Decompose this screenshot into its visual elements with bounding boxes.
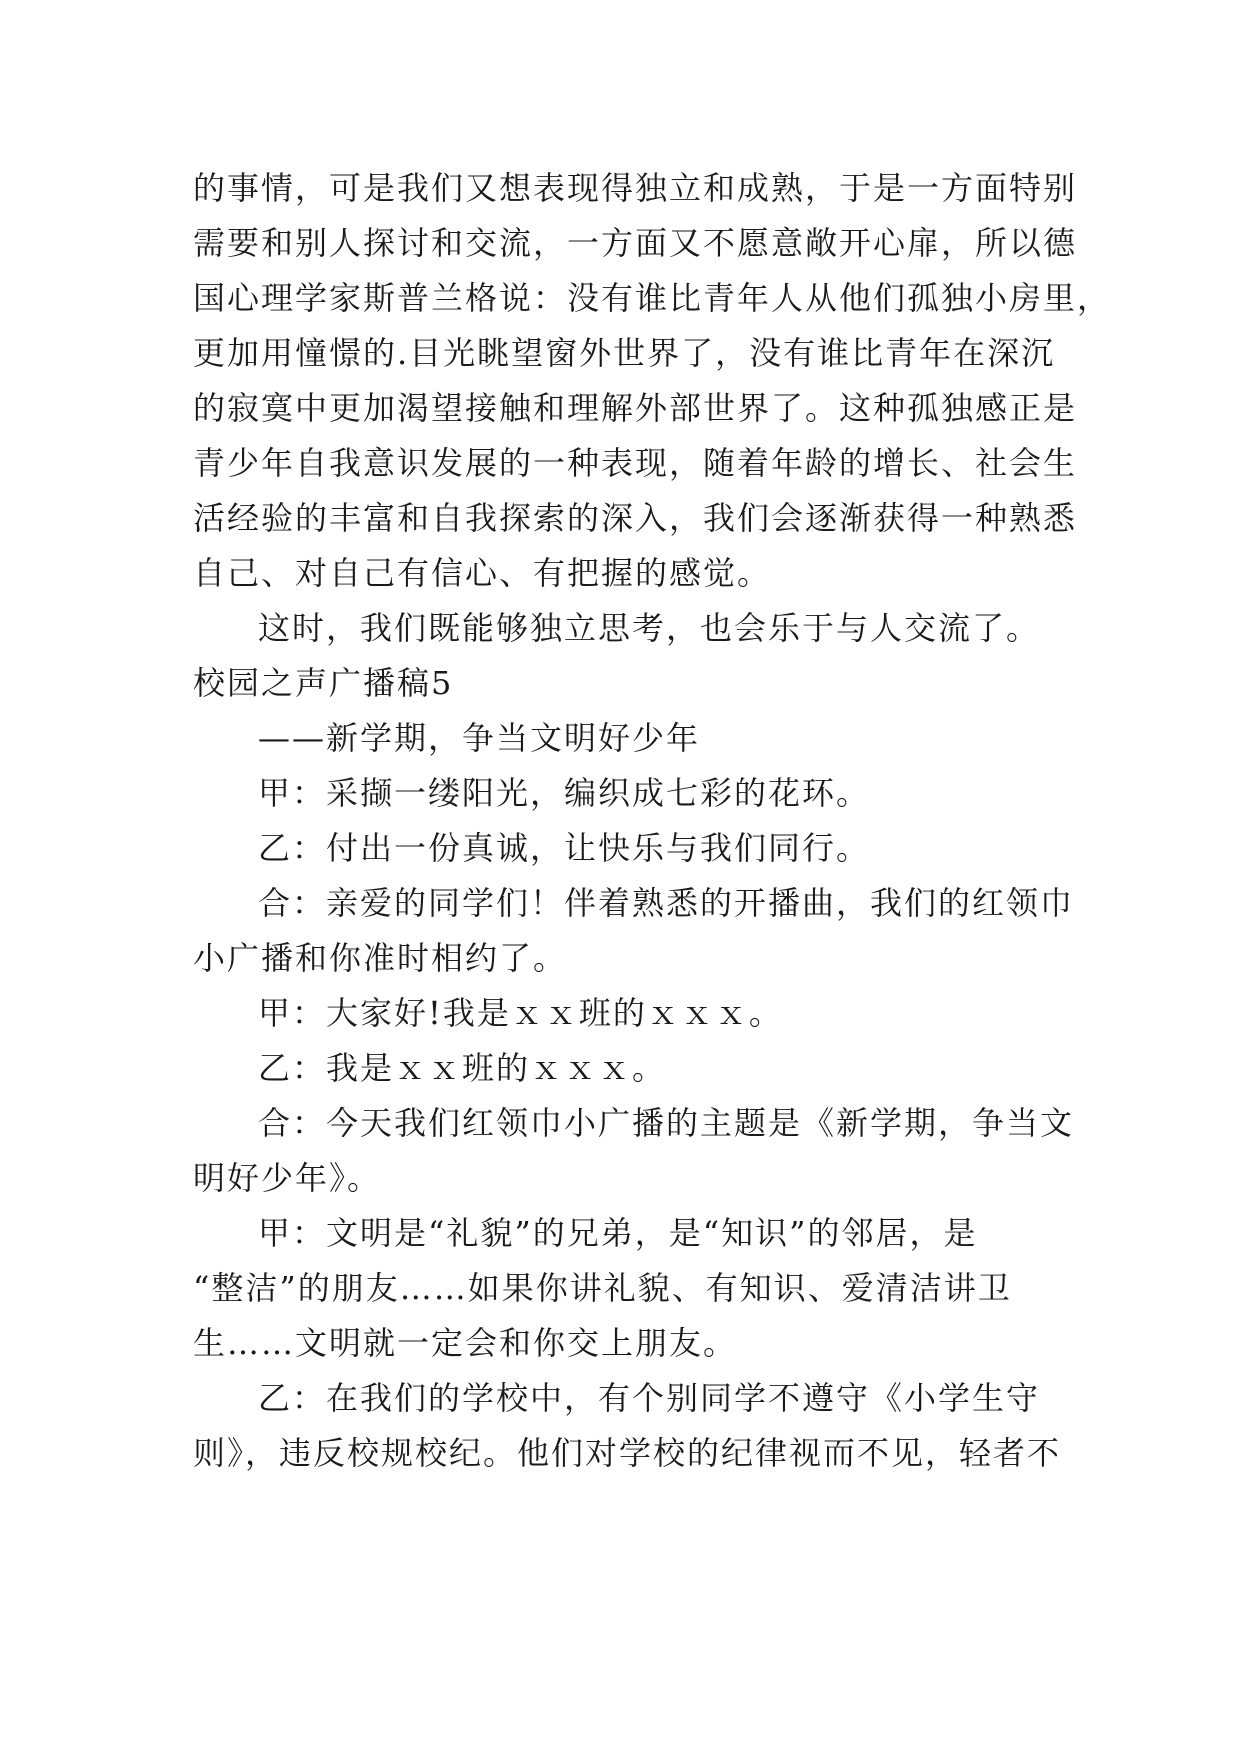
- text-line: 明好少年》。: [193, 1159, 382, 1197]
- text-line: 国心理学家斯普兰格说：没有谁比青年人从他们孤独小房里，: [193, 279, 1112, 317]
- text-line: 乙：我是ｘｘ班的ｘｘｘ。: [258, 1049, 667, 1087]
- text-line: 甲：文明是“礼貌”的兄弟，是“知识”的邻居，是: [258, 1214, 978, 1252]
- text-line: 需要和别人探讨和交流，一方面又不愿意敞开心扉，所以德: [193, 224, 1078, 262]
- text-line: “整洁”的朋友……如果你讲礼貌、有知识、爱清洁讲卫: [193, 1269, 1012, 1307]
- text-line: 甲：大家好!我是ｘｘ班的ｘｘｘ。: [258, 994, 783, 1032]
- text-line: 活经验的丰富和自我探索的深入，我们会逐渐获得一种熟悉: [193, 499, 1078, 537]
- text-line: 乙：在我们的学校中，有个别同学不遵守《小学生守: [258, 1379, 1041, 1417]
- subtitle: ——新学期，争当文明好少年: [258, 719, 701, 757]
- text-line: 这时，我们既能够独立思考，也会乐于与人交流了。: [258, 609, 1041, 647]
- text-line: 自己、对自己有信心、有把握的感觉。: [193, 554, 772, 592]
- text-line: 合：今天我们红领巾小广播的主题是《新学期，争当文: [258, 1104, 1075, 1142]
- text-line: 的事情，可是我们又想表现得独立和成熟，于是一方面特别: [193, 169, 1078, 207]
- text-line: 的寂寞中更加渴望接触和理解外部世界了。这种孤独感正是: [193, 389, 1078, 427]
- text-line: 小广播和你准时相约了。: [193, 939, 568, 977]
- text-line: 乙：付出一份真诚，让快乐与我们同行。: [258, 829, 871, 867]
- section-title: 校园之声广播稿5: [193, 664, 454, 702]
- text-line: 青少年自我意识发展的一种表现，随着年龄的增长、社会生: [193, 444, 1078, 482]
- text-line: 合：亲爱的同学们！伴着熟悉的开播曲，我们的红领巾: [258, 884, 1075, 922]
- text-line: 则》，违反校规校纪。他们对学校的纪律视而不见，轻者不: [193, 1434, 1062, 1472]
- text-line: 生……文明就一定会和你交上朋友。: [193, 1324, 738, 1362]
- text-line: 甲：采撷一缕阳光，编织成七彩的花环。: [258, 774, 871, 812]
- text-line: 更加用憧憬的.目光眺望窗外世界了，没有谁比青年在深沉: [193, 334, 1056, 372]
